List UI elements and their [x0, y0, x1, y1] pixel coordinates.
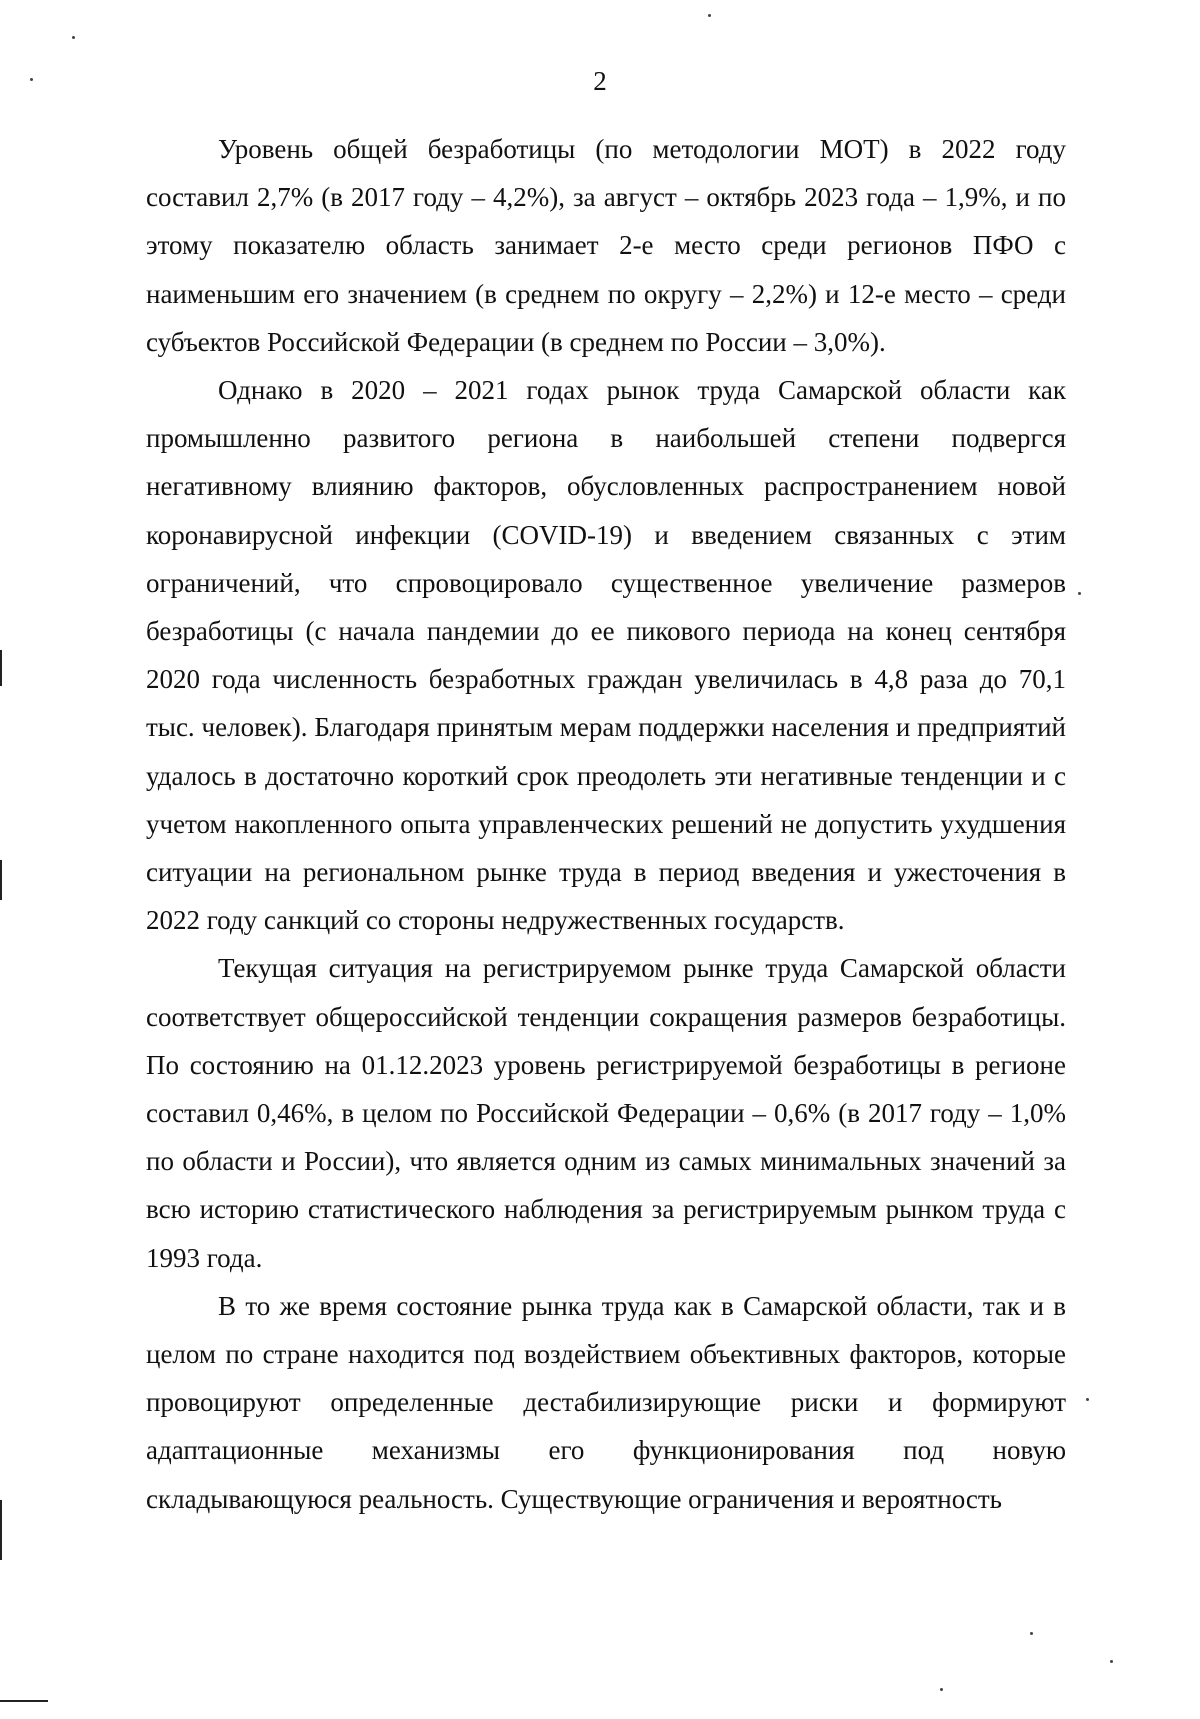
document-body — [146, 125, 1066, 1523]
paragraph-registered-labor-market: Текущая ситуация на регистрируемом рынке труда Самарской области соответствует общероссийской тенденции сокращения размеров безработицы. По состоянию на 01.12.2023 уровень регистрируемой безработицы в регионе составил 0,46%, в целом по Российской Федерации – 0,6% (в 2017 году – 1,0% по области и России), что является одним из самых минимальных значений за всю историю статистического наблюдения за регистрируемым рынком труда с 1993 года. — [146, 953, 1066, 1273]
scan-edge-mark — [0, 1700, 48, 1702]
scan-speck — [1086, 1398, 1089, 1401]
paragraph-objective-factors: В то же время состояние рынка труда как в Самарской области, так и в целом по стране находится под воздействием объективных факторов, которые провоцируют определенные дестабилизирующие риски и формируют адаптационные механизмы его функционирования под новую складывающуюся реальность. Существующие ограничения и вероятность — [146, 1290, 1066, 1514]
page-number: 2 — [593, 66, 607, 96]
scan-speck — [1110, 1660, 1113, 1663]
scan-speck — [940, 1688, 943, 1691]
scan-speck — [72, 36, 75, 39]
scan-edge-mark — [0, 650, 2, 686]
scan-edge-mark — [0, 1500, 2, 1560]
paragraph-pandemic-impact: Однако в 2020 – 2021 годах рынок труда Самарской области как промышленно развитого региона в наибольшей степени подвергся негативному влиянию факторов, обусловленных распространением новой коронавирусной инфекции (COVID-19) и введением связанных с этим ограничений, что спровоцировало существенное увеличение размеров безработицы (с начала пандемии до ее пикового периода на конец сентября 2020 года численность безработных граждан увеличилась в 4,8 раза до 70,1 тыс. человек). Благодаря принятым мерам поддержки населения и предприятий удалось в достаточно короткий срок преодолеть эти негативные тенденции и с учетом накопленного опыта управленческих решений не допустить ухудшения ситуации на региональном рынке труда в период введения и ужесточения в 2022 году санкций со стороны недружественных государств. — [146, 375, 1066, 936]
scan-speck — [30, 78, 33, 81]
scan-speck — [708, 14, 711, 17]
scan-speck — [1030, 1632, 1033, 1635]
paragraph-unemployment-rate: Уровень общей безработицы (по методологии МОТ) в 2022 году составил 2,7% (в 2017 году – 4,2%), за август – октябрь 2023 года – 1,9%, и по этому показателю область занимает 2-е место среди регионов ПФО с наименьшим его значением (в среднем по округу – 2,2%) и 12-е место – среди субъектов Российской Федерации (в среднем по России – 3,0%). — [146, 134, 1066, 357]
scan-speck — [1078, 592, 1081, 595]
scan-edge-mark — [0, 860, 2, 900]
